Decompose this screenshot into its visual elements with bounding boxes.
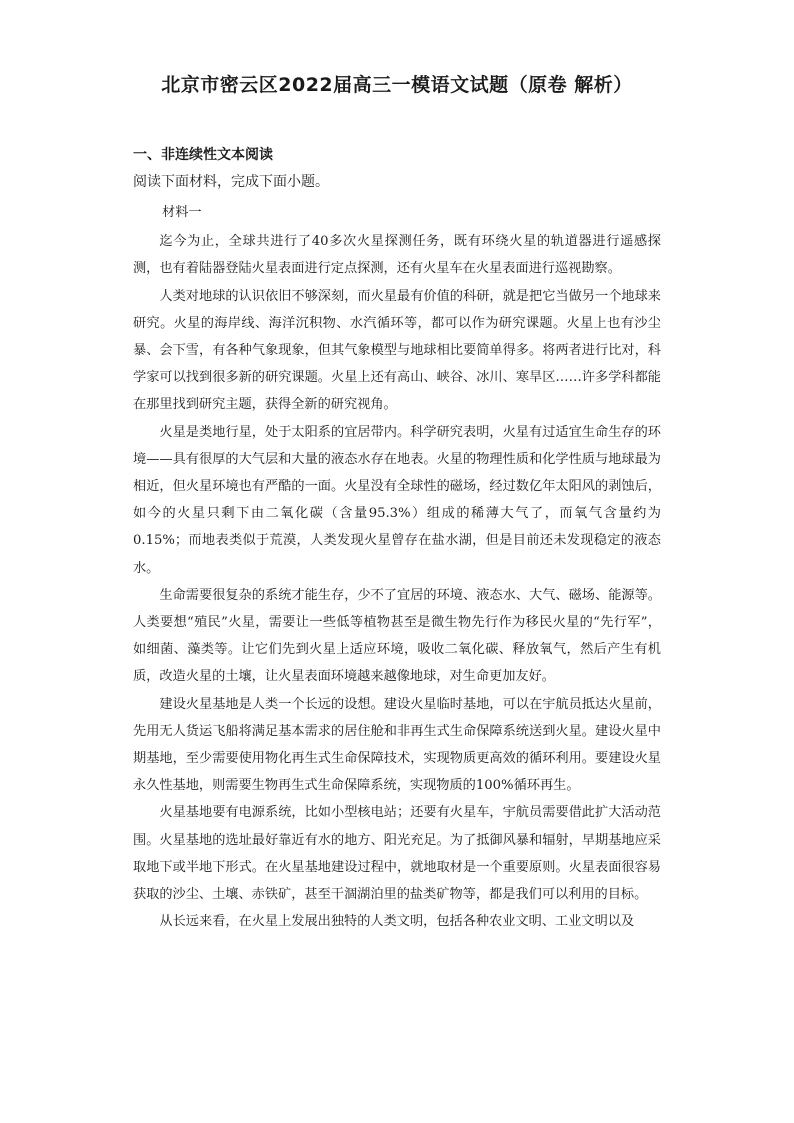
paragraph: 从长远来看，在火星上发展出独特的人类文明，包括各种农业文明、工业文明以及: [159, 914, 635, 930]
paragraph: 火星基地要有电源系统，比如小型核电站；还要有火星车，宇航员需要借此扩大活动范围。火星基地的选址最好靠近有水的地方、阳光充足。为了抵御风暴和辐射，早期基地应采取地下或半地下形式。在火星基地建设过程中，就地取材是一个重要原则。火星表面很容易获取的沙尘、土壤、赤铁矿，甚至干涸湖泊里的盐类矿物等，都是我们可以利用的目标。: [133, 805, 661, 903]
document-title: 北京市密云区2022届高三一模语文试题（原卷 解析）: [161, 74, 633, 96]
paragraph: 火星是类地行星，处于太阳系的宜居带内。科学研究表明，火星有过适宜生命生存的环境——具有很厚的大气层和大量的液态水存在地表。火星的物理性质和化学性质与地球最为相近，但火星环境也有严酷的一面。火星没有全球性的磁场，经过数亿年太阳风的剥蚀后，如今的火星只剩下由二氧化碳（含量95.3%）组成的稀薄大气了，而氧气含量约为0.15%；而地表类似于荒漠，人类发现火星曾存在盐水湖，但是目前还未发现稳定的液态水。: [133, 424, 661, 576]
reading-instruction: 阅读下面材料，完成下面小题。: [133, 174, 329, 190]
material-label: 材料一: [162, 205, 202, 220]
paragraph: 建设火星基地是人类一个长远的设想。建设火星临时基地，可以在宇航员抵达火星前，先用无人货运飞船将满足基本需求的居住舱和非再生式生命保障系统送到火星。建设火星中期基地，至少需要使用物化再生式生命保障技术，实现物质更高效的循环利用。要建设火星永久性基地，则需要生物再生式生命保障系统，实现物质的100%循环再生。: [133, 696, 661, 794]
paragraph: 人类对地球的认识依旧不够深刻，而火星最有价值的科研，就是把它当做另一个地球来研究。火星的海岸线、海洋沉积物、水汽循环等，都可以作为研究课题。火星上也有沙尘暴、会下雪，有各种气象现象，但其气象模型与地球相比要简单得多。将两者进行比对，科学家可以找到很多新的研究课题。火星上还有高山、峡谷、冰川、寒旱区……许多学科都能在那里找到研究主题，获得全新的研究视角。: [133, 288, 661, 413]
material-one-text: [133, 199, 661, 935]
paragraph: 生命需要很复杂的系统才能生存，少不了宜居的环境、液态水、大气、磁场、能源等。人类要想“殖民”火星，需要让一些低等植物甚至是微生物先行作为移民火星的“先行军”，如细菌、藻类等。让它们先到火星上适应环境，吸收二氧化碳、释放氧气，然后产生有机质，改造火星的土壤，让火星表面环境越来越像地球，对生命更加友好。: [133, 587, 661, 685]
section-heading: 一、非连续性文本阅读: [133, 147, 273, 163]
paragraph: 迄今为止，全球共进行了40多次火星探测任务，既有环绕火星的轨道器进行遥感探测，也有着陆器登陆火星表面进行定点探测，还有火星车在火星表面进行巡视勘察。: [133, 234, 661, 277]
